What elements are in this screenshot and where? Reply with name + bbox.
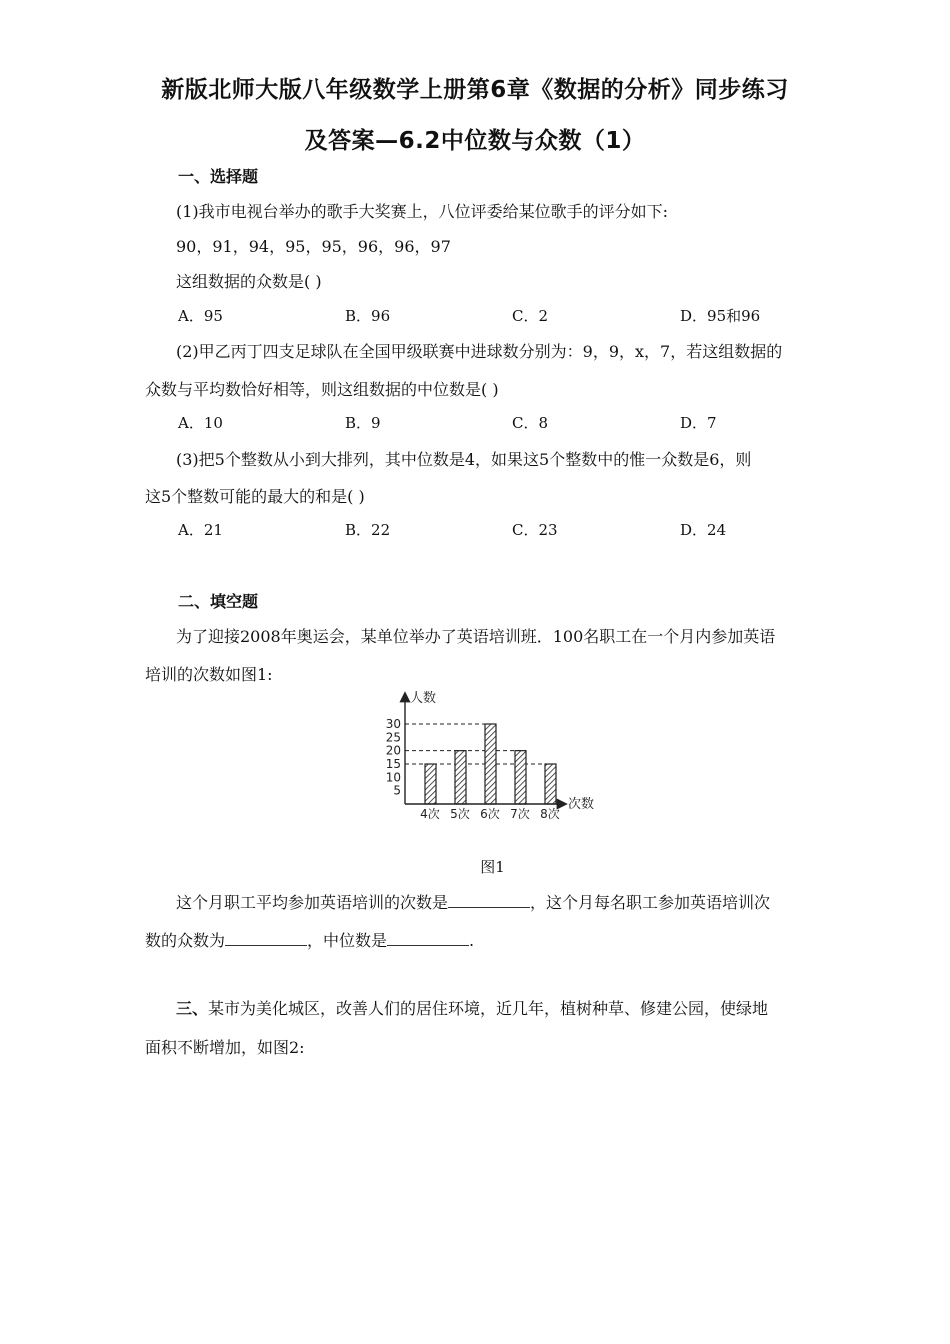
section2-heading: 二、填空题: [178, 592, 259, 611]
q2-option-c: C．8: [512, 414, 549, 432]
x-tick-label: 8次: [540, 807, 560, 821]
x-tick-label: 6次: [480, 807, 500, 821]
y-tick-label: 5: [393, 783, 401, 798]
q2-option-d: D．7: [680, 414, 717, 432]
q1-option-c: C．2: [512, 307, 549, 325]
bar-6次: [485, 724, 496, 804]
s2-answer-line1: [176, 890, 770, 913]
bar-7次: [515, 751, 526, 804]
q3-option-a: A．21: [178, 521, 223, 539]
q1-option-d: D．95和96: [680, 307, 761, 325]
q2-option-a: A．10: [178, 414, 223, 432]
y-tick-label: 20: [385, 743, 401, 758]
s2-ans2-mid: ，中位数是: [307, 931, 388, 950]
s2-ans2-pre: 数的众数为: [145, 931, 226, 950]
x-tick-label: 5次: [450, 807, 470, 821]
blank-median[interactable]: [387, 931, 469, 946]
q1-option-b: B．96: [345, 307, 391, 325]
s3-line1: [176, 996, 768, 1019]
q3-line2: 这5个整数可能的最大的和是( ): [145, 487, 365, 506]
q3-option-b: B．22: [345, 521, 391, 539]
q1-question: 这组数据的众数是( ): [176, 272, 322, 291]
q2-line2: 众数与平均数恰好相等，则这组数据的中位数是( ): [145, 380, 499, 399]
s3-line2: 面积不断增加，如图2:: [145, 1038, 305, 1057]
s2-ans2-end: .: [469, 931, 475, 950]
x-axis-label: 次数: [568, 797, 595, 812]
bar-8次: [545, 764, 556, 804]
section3-label: 三、: [176, 999, 209, 1018]
q3-option-c: C．23: [512, 521, 558, 539]
y-axis-label: 人数: [410, 691, 437, 706]
y-tick-label: 15: [385, 757, 401, 771]
y-tick-label: 10: [385, 770, 401, 785]
blank-average[interactable]: [448, 893, 530, 908]
q3-option-d: D．24: [680, 521, 727, 539]
q2-line1: (2)甲乙丙丁四支足球队在全国甲级联赛中进球数分别为：9，9，x，7，若这组数据的: [176, 342, 783, 361]
q2-option-b: B．9: [345, 414, 381, 432]
page-title-line2: 及答案—6.2中位数与众数（1）: [304, 128, 646, 154]
s2-line1: 为了迎接2008年奥运会，某单位举办了英语培训班．100名职工在一个月内参加英语: [176, 627, 776, 646]
s2-answer-line2: [145, 928, 474, 951]
figure1-caption: 图1: [480, 858, 505, 876]
bar-4次: [425, 764, 436, 804]
x-tick-label: 7次: [510, 807, 530, 821]
q3-line1: (3)把5个整数从小到大排列，其中位数是4，如果这5个整数中的惟一众数是6，则: [176, 450, 752, 469]
y-tick-label: 25: [385, 730, 401, 745]
bar-5次: [455, 751, 466, 804]
blank-mode[interactable]: [225, 931, 307, 946]
training-bar-chart: [370, 686, 610, 826]
x-tick-label: 4次: [420, 807, 440, 821]
s2-ans1-mid: ，这个月每名职工参加英语培训次: [530, 893, 771, 912]
page-title-line1: 新版北师大版八年级数学上册第6章《数据的分析》同步练习: [161, 77, 789, 103]
q1-scores: 90，91，94，95，95，96，96，97: [176, 237, 451, 256]
y-tick-label: 30: [385, 717, 401, 731]
q1-option-a: A．95: [178, 307, 223, 325]
s3-text1: 某市为美化城区，改善人们的居住环境，近几年，植树种草、修建公园，使绿地: [208, 999, 769, 1018]
section1-heading: 一、选择题: [178, 167, 259, 186]
s2-line2: 培训的次数如图1:: [145, 665, 273, 684]
q1-stem: (1)我市电视台举办的歌手大奖赛上，八位评委给某位歌手的评分如下:: [176, 202, 669, 221]
s2-ans1-pre: 这个月职工平均参加英语培训的次数是: [176, 893, 449, 912]
